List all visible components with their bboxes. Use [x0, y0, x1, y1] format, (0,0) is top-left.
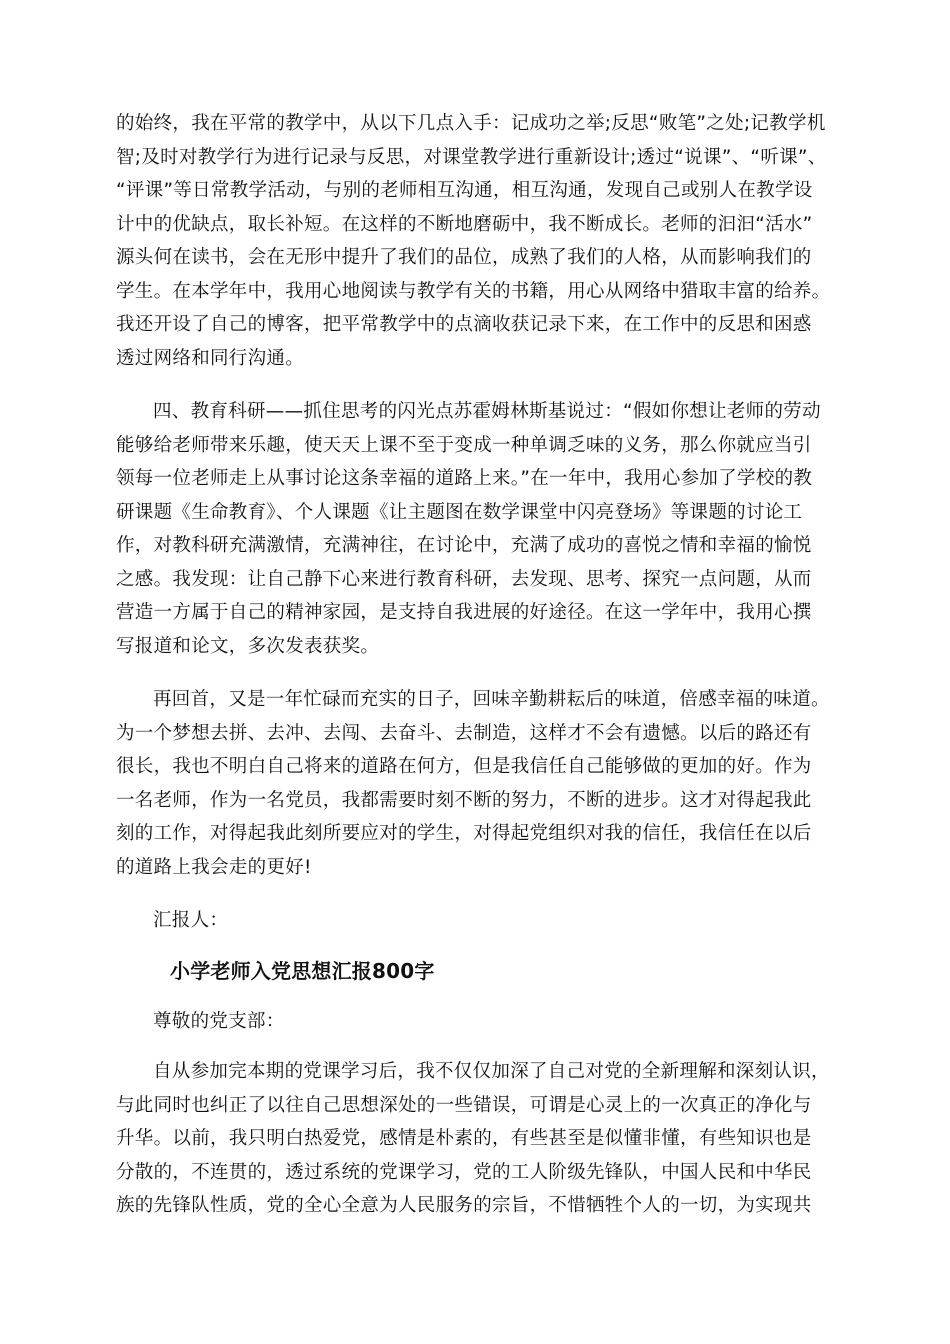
- paragraph-line: 很长，我也不明白自己将来的道路在何方，但是我信任自己能够做的更加的好。作为: [116, 756, 812, 777]
- document-page: [116, 107, 836, 1223]
- paragraph-line: “评课”等日常教学活动，与别的老师相互沟通，相互沟通，发现自己或别人在教学设: [116, 180, 813, 201]
- paragraph-research: [116, 395, 836, 663]
- paragraph-line: 分散的，不连贯的，透过系统的党课学习，党的工人阶级先锋队，中国人民和中华民: [116, 1161, 812, 1183]
- paragraph-line: 营造一方属于自己的精神家园，是支持自我进展的好途径。在这一学年中，我用心撰: [116, 602, 812, 623]
- paragraph-line: 的道路上我会走的更好!: [116, 856, 312, 878]
- paragraph-line: 能够给老师带来乐趣，使天天上课不至于变成一种单调乏味的义务，那么你就应当引: [116, 434, 812, 456]
- paragraph-line: 写报道和论文，多次发表获奖。: [116, 635, 380, 657]
- paragraph-line: 我还开设了自己的博客，把平常教学中的点滴收获记录下来，在工作中的反思和困惑: [116, 314, 812, 335]
- paragraph-line: 升华。以前，我只明白热爱党，感情是朴素的，有些甚至是似懂非懂，有些知识也是: [116, 1128, 812, 1149]
- paragraph-line: 作，对教科研充满激情，充满神往，在讨论中，充满了成功的喜悦之情和幸福的愉悦: [116, 535, 812, 556]
- paragraph-line: 刻的工作，对得起我此刻所要应对的学生，对得起党组织对我的信任，我信任在以后: [116, 823, 812, 844]
- paragraph-line: 四、教育科研——抓住思考的闪光点苏霍姆林斯基说过：“假如你想让老师的劳动: [153, 401, 821, 422]
- paragraph-line: 源头何在读书，会在无形中提升了我们的品位，成熟了我们的人格，从而影响我们的: [116, 247, 812, 268]
- paragraph-line: 计中的优缺点，取长补短。在这样的不断地磨砺中，我不断成长。老师的汩汩“活水”: [116, 213, 813, 235]
- paragraph-line: 再回首，又是一年忙碌而充实的日子，回味辛勤耕耘后的味道，倍感幸福的味道。: [153, 689, 830, 710]
- salutation: 尊敬的党支部：: [153, 1010, 285, 1032]
- paragraph-reflection: [116, 107, 836, 375]
- paragraph-line: 研课题《生命教育》、个人课题《让主题图在数学课堂中闪亮登场》等课题的讨论工: [116, 501, 803, 523]
- paragraph-line: 为一个梦想去拼、去冲、去闯、去奋斗、去制造，这样才不会有遗憾。以后的路还有: [116, 722, 812, 744]
- paragraph-line: 自从参加完本期的党课学习后，我不仅仅加深了自己对党的全新理解和深刻认识，: [153, 1061, 830, 1082]
- paragraph-conclusion: [116, 683, 836, 884]
- paragraph-line: 透过网络和同行沟通。: [116, 347, 305, 369]
- paragraph-line: 学生。在本学年中，我用心地阅读与教学有关的书籍，用心从网络中猎取丰富的给养。: [116, 280, 831, 302]
- reporter-label: 汇报人：: [153, 910, 229, 931]
- paragraph-line: 领每一位老师走上从事讨论这条幸福的道路上来。”在一年中，我用心参加了学校的教: [116, 468, 813, 489]
- paragraph-line: 之感。我发现：让自己静下心来进行教育科研，去发现、思考、探究一点问题，从而: [116, 568, 812, 590]
- paragraph-line: 族的先锋队性质，党的全心全意为人民服务的宗旨，不惜牺牲个人的一切，为实现共: [116, 1195, 812, 1216]
- paragraph-line: 智;及时对教学行为进行记录与反思，对课堂教学进行重新设计;透过“说课”、“听课”、: [116, 146, 827, 168]
- paragraph-line: 与此同时也纠正了以往自己思想深处的一些错误，可谓是心灵上的一次真正的净化与: [116, 1094, 812, 1116]
- section-title: 小学老师入党思想汇报800字: [170, 958, 435, 983]
- paragraph-line: 一名老师，作为一名党员，我都需要时刻不断的努力，不断的进步。这才对得起我此: [116, 789, 812, 811]
- paragraph-party-lesson: [116, 1055, 836, 1223]
- paragraph-line: 的始终，我在平常的教学中，从以下几点入手：记成功之举;反思“败笔”之处;记教学机: [116, 113, 826, 134]
